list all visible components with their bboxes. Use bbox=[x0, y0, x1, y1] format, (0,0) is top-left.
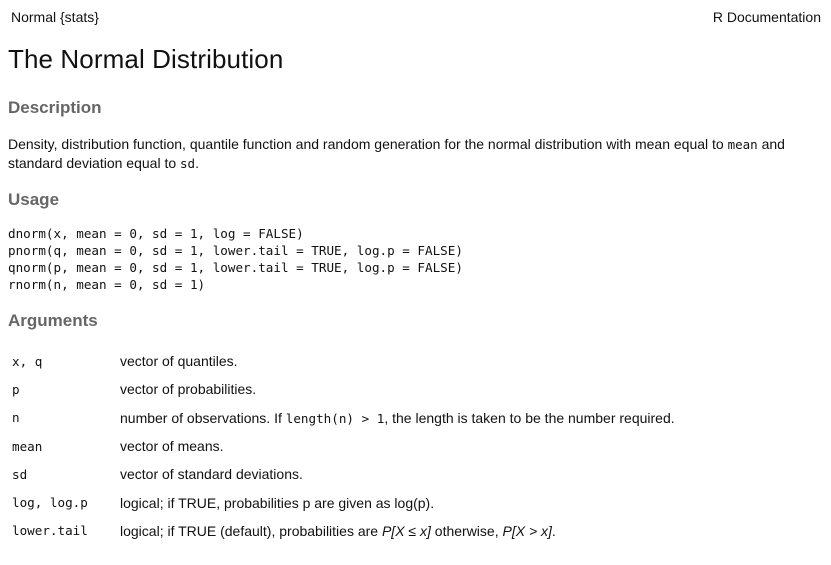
arg-name: p bbox=[12, 381, 20, 397]
page-title: The Normal Distribution bbox=[8, 44, 284, 74]
r-documentation-label: R Documentation bbox=[712, 9, 821, 25]
description-text-part2: and standard deviation equal to bbox=[8, 136, 785, 171]
arg-desc-part: . bbox=[551, 522, 556, 539]
usage-line-dnorm: dnorm(x, mean = 0, sd = 1, log = FALSE) bbox=[8, 226, 304, 241]
table-row bbox=[8, 460, 675, 488]
description-text bbox=[8, 135, 821, 173]
arguments-table bbox=[8, 347, 675, 545]
arg-desc-part: logical; if TRUE (default), probabilities are bbox=[120, 522, 382, 539]
arg-desc bbox=[120, 517, 675, 545]
table-row bbox=[8, 488, 675, 516]
arg-name: sd bbox=[12, 466, 28, 482]
arg-name: log, log.p bbox=[12, 495, 88, 511]
arg-desc: logical; if TRUE, probabilities p are given as log(p). bbox=[120, 494, 435, 511]
table-row bbox=[8, 517, 675, 545]
arg-desc-part: otherwise, bbox=[430, 522, 503, 539]
arguments-heading: Arguments bbox=[8, 311, 98, 330]
arg-name: n bbox=[12, 410, 20, 426]
arg-desc: vector of quantiles. bbox=[120, 353, 238, 370]
arg-desc: vector of means. bbox=[120, 438, 224, 455]
arg-name: x, q bbox=[12, 353, 43, 369]
description-text-part1: Density, distribution function, quantile function and random generation for the normal distribution with mean equal to bbox=[8, 136, 728, 152]
arg-name: mean bbox=[12, 438, 43, 454]
table-row bbox=[8, 375, 675, 403]
table-row bbox=[8, 347, 675, 375]
prob-gt-expression: P[X > x] bbox=[502, 522, 552, 539]
usage-line-pnorm: pnorm(q, mean = 0, sd = 1, lower.tail = TRUE, log.p = FALSE) bbox=[8, 243, 463, 258]
usage-line-rnorm: rnorm(n, mean = 0, sd = 1) bbox=[8, 277, 206, 292]
table-row bbox=[8, 432, 675, 460]
usage-heading: Usage bbox=[8, 190, 60, 209]
topic-label: Normal {stats} bbox=[11, 9, 99, 25]
arg-desc: vector of probabilities. bbox=[120, 381, 257, 398]
description-text-part3: . bbox=[195, 155, 199, 171]
prob-le-expression: P[X ≤ x] bbox=[381, 522, 431, 539]
arg-desc-part: , the length is taken to be the number required. bbox=[384, 409, 675, 426]
code-length-n: length(n) > 1 bbox=[285, 410, 385, 426]
arg-desc bbox=[120, 404, 675, 432]
usage-line-qnorm: qnorm(p, mean = 0, sd = 1, lower.tail = TRUE, log.p = FALSE) bbox=[8, 260, 463, 275]
code-mean: mean bbox=[727, 137, 758, 152]
code-sd: sd bbox=[180, 156, 196, 171]
usage-code-block bbox=[8, 225, 821, 293]
arg-name: lower.tail bbox=[12, 523, 88, 539]
arg-desc: vector of standard deviations. bbox=[120, 466, 303, 483]
description-heading: Description bbox=[8, 98, 102, 117]
arg-desc-part: number of observations. If bbox=[120, 409, 286, 426]
table-row bbox=[8, 404, 675, 432]
doc-header bbox=[8, 0, 821, 25]
